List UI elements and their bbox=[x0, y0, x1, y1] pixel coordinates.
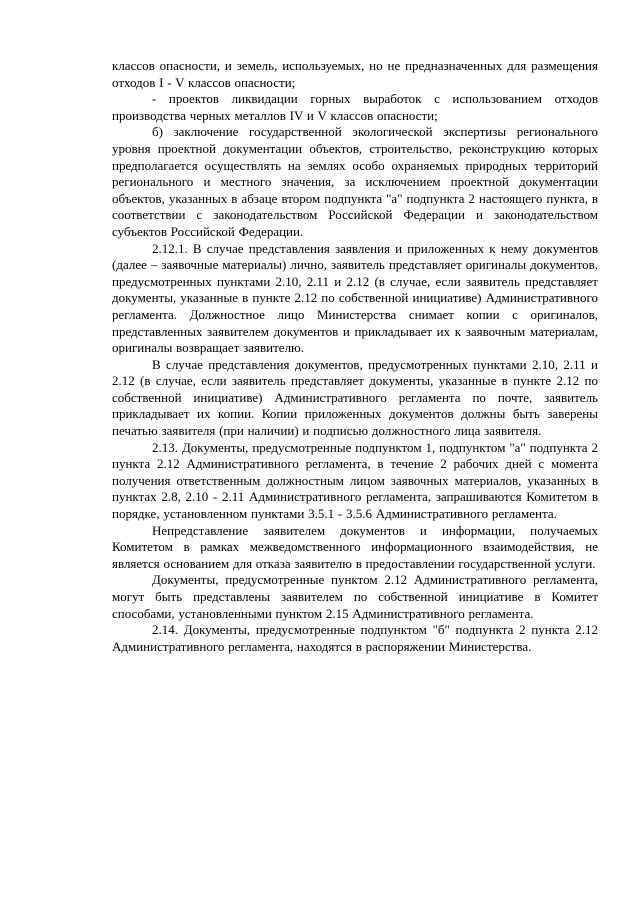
document-body bbox=[112, 58, 598, 655]
paragraph-list-dash: - проектов ликвидации горных выработок с использованием отходов производства черных металлов IV и V классов опасности; bbox=[112, 91, 598, 123]
paragraph-clause-2-14: 2.14. Документы, предусмотренные подпунктом "б" подпункта 2 пункта 2.12 Административного регламента, находятся в распоряжении Министерства. bbox=[112, 622, 598, 654]
paragraph-clause-2-13-cont-1: Непредставление заявителем документов и информации, получаемых Комитетом в рамках межведомственного информационного взаимодействия, не является основанием для отказа заявителю в предоставлении государственной услуги. bbox=[112, 522, 598, 571]
paragraph-subitem-b: б) заключение государственной экологической экспертизы регионального уровня проектной документации объектов, строительство, реконструкцию которых предполагается осуществлять на землях особо охраняемых природных территорий регионального и местного значения, за исключением проектной документации объектов, указанных в абзаце втором подпункта "а" подпункта 2 настоящего пункта, в соответствии с законодательством Российской Федерации и законодательством субъектов Российской Федерации. bbox=[112, 124, 598, 239]
paragraph-clause-2-12-1-cont: В случае представления документов, предусмотренных пунктами 2.10, 2.11 и 2.12 (в случае, если заявитель представляет документы, указанные в пункте 2.12 по собственной инициативе) Административного регламента по почте, заявитель прикладывает их копии. Копии приложенных документов должны быть заверены печатью заявителя (при наличии) и подписью должностного лица заявителя. bbox=[112, 356, 598, 439]
paragraph-clause-2-13: 2.13. Документы, предусмотренные подпунктом 1, подпунктом "а" подпункта 2 пункта 2.12 Административного регламента, в течение 2 рабочих дней с момента получения ответственным должностным лицом заявочных материалов, указанных в пунктах 2.8, 2.10 - 2.11 Административного регламента, запрашиваются Комитетом в порядке, установленном пунктами 3.5.1 - 3.5.6 Административного регламента. bbox=[112, 439, 598, 522]
paragraph-continuation: классов опасности, и земель, используемых, но не предназначенных для размещения отходов I - V классов опасности; bbox=[112, 58, 598, 90]
paragraph-clause-2-12-1: 2.12.1. В случае представления заявления и приложенных к нему документов (далее – заявочные материалы) лично, заявитель представляет оригиналы документов, предусмотренных пунктами 2.10, 2.11 и 2.12 (в случае, если заявитель представляет документы, указанные в пункте 2.12 по собственной инициативе) Административного регламента. Должностное лицо Министерства снимает копии с оригиналов, представленных заявителем документов и прикладывает их к заявочным материалам, оригиналы возвращает заявителю. bbox=[112, 240, 598, 356]
paragraph-clause-2-13-cont-2: Документы, предусмотренные пунктом 2.12 Административного регламента, могут быть представлены заявителем по собственной инициативе в Комитет способами, установленными пунктом 2.15 Административного регламента. bbox=[112, 572, 598, 621]
